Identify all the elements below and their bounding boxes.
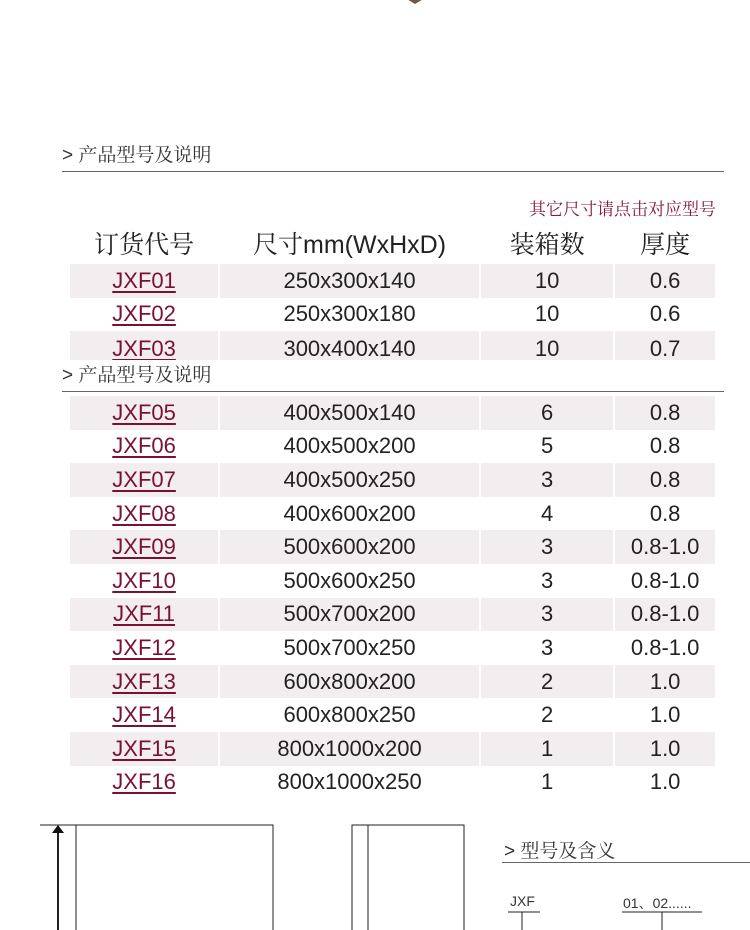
model-link[interactable]: JXF09	[112, 534, 176, 560]
size-cell: 400x500x200	[220, 430, 481, 464]
header-size: 尺寸mm(WxHxD)	[220, 222, 481, 264]
table-row	[70, 430, 717, 464]
thickness-cell: 0.8	[615, 430, 717, 464]
model-link[interactable]: JXF05	[112, 399, 176, 425]
table-row	[70, 564, 717, 598]
table-row	[70, 298, 717, 332]
model-link[interactable]: JXF12	[112, 634, 176, 660]
size-cell: 800x1000x200	[220, 732, 481, 766]
table-row	[70, 396, 717, 430]
size-cell: 800x1000x250	[220, 766, 481, 800]
size-cell: 500x700x250	[220, 631, 481, 665]
qty-cell: 4	[481, 497, 615, 531]
model-link[interactable]: JXF07	[112, 466, 176, 492]
qty-cell: 3	[481, 463, 615, 497]
qty-cell: 3	[481, 530, 615, 564]
section-title-repeat: > 产品型号及说明	[62, 360, 724, 392]
size-cell: 600x800x250	[220, 698, 481, 732]
qty-cell: 6	[481, 396, 615, 430]
model-meaning-title: > 型号及含义	[504, 841, 616, 862]
size-cell: 400x500x140	[220, 396, 481, 430]
table-row	[70, 530, 717, 564]
model-link[interactable]: JXF08	[112, 500, 176, 526]
qty-cell: 5	[481, 430, 615, 464]
size-cell: 600x800x200	[220, 665, 481, 699]
qty-cell: 3	[481, 631, 615, 665]
thickness-cell: 0.8-1.0	[615, 598, 717, 632]
qty-cell: 3	[481, 564, 615, 598]
model-suffix-label: 01、02......	[623, 895, 692, 911]
table-row	[70, 463, 717, 497]
size-cell: 250x300x140	[220, 264, 481, 298]
section-title: > 产品型号及说明	[62, 140, 724, 172]
model-link[interactable]: JXF16	[112, 769, 176, 795]
qty-cell: 10	[481, 331, 615, 360]
size-cell: 250x300x180	[220, 298, 481, 332]
header-thickness: 厚度	[615, 222, 717, 264]
qty-cell: 2	[481, 698, 615, 732]
thickness-cell: 0.8	[615, 463, 717, 497]
size-cell: 400x500x250	[220, 463, 481, 497]
thickness-cell: 0.6	[615, 298, 717, 332]
product-table-top	[70, 222, 717, 360]
thickness-cell: 0.8	[615, 396, 717, 430]
qty-cell: 2	[481, 665, 615, 699]
model-link[interactable]: JXF14	[112, 702, 176, 728]
thickness-cell: 0.7	[615, 331, 717, 360]
product-table-bottom	[70, 396, 717, 799]
thickness-cell: 1.0	[615, 766, 717, 800]
qty-cell: 1	[481, 766, 615, 800]
table-row	[70, 766, 717, 800]
table-row	[70, 331, 717, 360]
qty-cell: 10	[481, 298, 615, 332]
table-row	[70, 264, 717, 298]
thickness-cell: 0.8-1.0	[615, 530, 717, 564]
qty-cell: 10	[481, 264, 615, 298]
size-cell: 500x600x200	[220, 530, 481, 564]
thickness-cell: 0.8-1.0	[615, 564, 717, 598]
table-row	[70, 631, 717, 665]
table-row	[70, 497, 717, 531]
thickness-cell: 0.8-1.0	[615, 631, 717, 665]
qty-cell: 3	[481, 598, 615, 632]
model-link[interactable]: JXF01	[112, 267, 176, 293]
thickness-cell: 0.6	[615, 264, 717, 298]
thickness-cell: 1.0	[615, 665, 717, 699]
table-row	[70, 732, 717, 766]
model-link[interactable]: JXF15	[112, 735, 176, 761]
thickness-cell: 0.8	[615, 497, 717, 531]
divider	[502, 862, 750, 863]
decorative-shape-icon	[390, 0, 440, 8]
other-size-hint: 其它尺寸请点击对应型号	[529, 200, 716, 219]
table-row	[70, 698, 717, 732]
model-link[interactable]: JXF03	[112, 336, 176, 361]
size-cell: 300x400x140	[220, 331, 481, 360]
model-link[interactable]: JXF02	[112, 301, 176, 327]
model-link[interactable]: JXF06	[112, 433, 176, 459]
thickness-cell: 1.0	[615, 732, 717, 766]
qty-cell: 1	[481, 732, 615, 766]
table-row	[70, 598, 717, 632]
thickness-cell: 1.0	[615, 698, 717, 732]
header-qty: 装箱数	[481, 222, 615, 264]
model-prefix-label: JXF	[510, 893, 535, 909]
table-row	[70, 665, 717, 699]
size-cell: 500x600x250	[220, 564, 481, 598]
size-cell: 400x600x200	[220, 497, 481, 531]
model-link[interactable]: JXF13	[112, 668, 176, 694]
model-link[interactable]: JXF10	[112, 567, 176, 593]
table-header-row	[70, 222, 717, 264]
model-link[interactable]: JXF11	[113, 601, 176, 627]
header-code: 订货代号	[70, 222, 220, 264]
arrow-up-icon	[52, 825, 64, 833]
size-cell: 500x700x200	[220, 598, 481, 632]
